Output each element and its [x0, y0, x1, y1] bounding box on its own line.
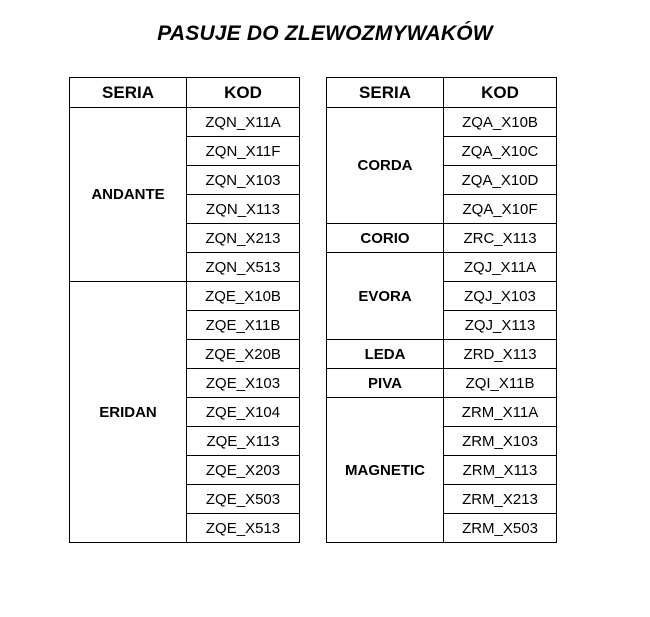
series-name-cell: CORIO: [327, 224, 444, 253]
series-name-cell: ANDANTE: [70, 108, 187, 282]
code-cell: ZRM_X103: [444, 427, 557, 456]
code-cell: ZQE_X513: [187, 514, 300, 543]
table-row: [327, 398, 557, 427]
table-row: [327, 253, 557, 282]
code-cell: ZQE_X203: [187, 456, 300, 485]
series-name-cell: MAGNETIC: [327, 398, 444, 543]
code-cell: ZRD_X113: [444, 340, 557, 369]
code-cell: ZQN_X11A: [187, 108, 300, 137]
code-cell: ZRC_X113: [444, 224, 557, 253]
series-name-cell: PIVA: [327, 369, 444, 398]
table-row: [70, 282, 300, 311]
page-title: PASUJE DO ZLEWOZMYWAKÓW: [157, 22, 493, 45]
header-kod: KOD: [187, 78, 300, 108]
series-code-table-left: [69, 77, 300, 543]
table-body-left: [70, 108, 300, 543]
code-cell: ZQA_X10B: [444, 108, 557, 137]
series-name-cell: LEDA: [327, 340, 444, 369]
code-cell: ZRM_X113: [444, 456, 557, 485]
code-cell: ZRM_X503: [444, 514, 557, 543]
code-cell: ZQJ_X11A: [444, 253, 557, 282]
code-cell: ZQI_X11B: [444, 369, 557, 398]
table-row: [327, 224, 557, 253]
code-cell: ZQE_X10B: [187, 282, 300, 311]
code-cell: ZQN_X103: [187, 166, 300, 195]
code-cell: ZQE_X113: [187, 427, 300, 456]
table-header-row: [70, 78, 300, 108]
code-cell: ZQE_X103: [187, 369, 300, 398]
code-cell: ZRM_X213: [444, 485, 557, 514]
header-kod: KOD: [444, 78, 557, 108]
table-row: [327, 108, 557, 137]
series-name-cell: ERIDAN: [70, 282, 187, 543]
table-body-right: [327, 108, 557, 543]
code-cell: ZQJ_X103: [444, 282, 557, 311]
code-cell: ZQN_X213: [187, 224, 300, 253]
code-cell: ZQA_X10F: [444, 195, 557, 224]
code-cell: ZQE_X11B: [187, 311, 300, 340]
code-cell: ZQA_X10C: [444, 137, 557, 166]
code-cell: ZQE_X104: [187, 398, 300, 427]
code-cell: ZQN_X11F: [187, 137, 300, 166]
series-name-cell: CORDA: [327, 108, 444, 224]
code-cell: ZQJ_X113: [444, 311, 557, 340]
table-row: [327, 369, 557, 398]
table-header-row: [327, 78, 557, 108]
code-cell: ZQN_X513: [187, 253, 300, 282]
code-cell: ZRM_X11A: [444, 398, 557, 427]
table-row: [327, 340, 557, 369]
series-name-cell: EVORA: [327, 253, 444, 340]
code-cell: ZQA_X10D: [444, 166, 557, 195]
table-row: [70, 108, 300, 137]
code-cell: ZQE_X20B: [187, 340, 300, 369]
header-seria: SERIA: [70, 78, 187, 108]
header-seria: SERIA: [327, 78, 444, 108]
code-cell: ZQN_X113: [187, 195, 300, 224]
series-code-table-right: [326, 77, 557, 543]
code-cell: ZQE_X503: [187, 485, 300, 514]
